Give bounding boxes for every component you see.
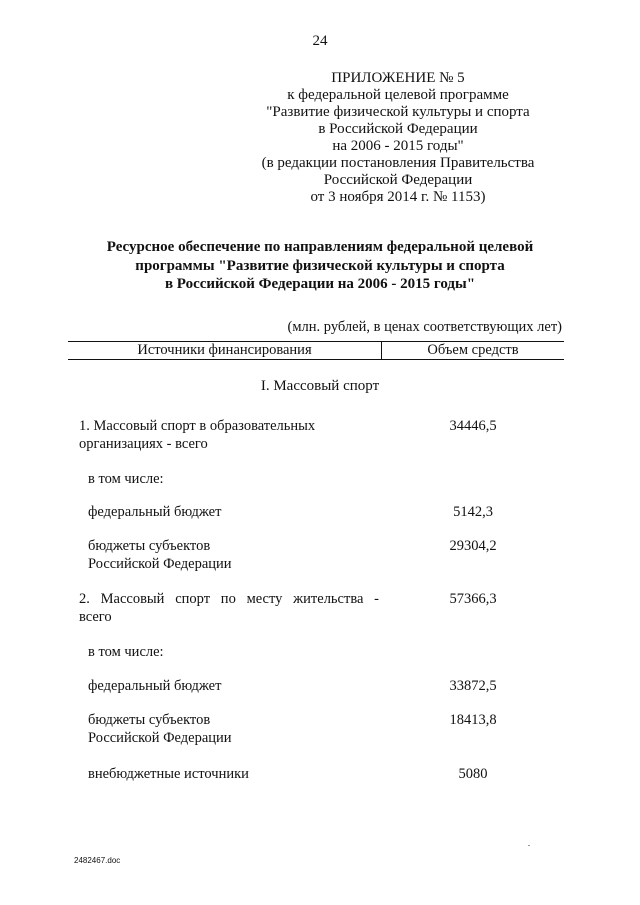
table-row-value: 34446,5 <box>449 418 497 434</box>
table-row-value: 18413,8 <box>449 712 497 728</box>
appendix-line: Российской Федерации <box>323 172 473 188</box>
footer-document-id: 2482467.doc <box>74 856 121 865</box>
table-row-label <box>88 537 388 573</box>
table-row-label <box>79 590 379 626</box>
row-label-line: федеральный бюджет <box>88 678 222 694</box>
table-row-value: 29304,2 <box>449 538 497 554</box>
row-label-line: Российской Федерации <box>88 556 232 572</box>
row-label-line: 2. Массовый спорт по месту жительства - <box>79 591 379 607</box>
appendix-line: от 3 ноября 2014 г. № 1153) <box>310 189 486 205</box>
appendix-line: (в редакции постановления Правительства <box>261 155 535 171</box>
title-line: программы "Развитие физической культуры и спорта <box>135 257 505 274</box>
table-row-label <box>88 503 388 521</box>
row-label-line: в том числе: <box>88 644 164 660</box>
row-label-line: организациях - всего <box>79 436 208 452</box>
table-row-label <box>88 470 388 488</box>
table-row-value: 57366,3 <box>449 591 497 607</box>
appendix-line: в Российской Федерации <box>318 121 478 137</box>
row-label-line: внебюджетные источники <box>88 766 249 782</box>
table-row-label <box>88 765 388 783</box>
column-header-volume: Объем средств <box>427 342 519 358</box>
row-label-line: всего <box>79 609 112 625</box>
table-row-value: 5080 <box>458 766 488 782</box>
table-row-label <box>88 643 388 661</box>
table-row-label <box>88 711 388 747</box>
appendix-line: к федеральной целевой программе <box>287 87 509 103</box>
units-note: (млн. рублей, в ценах соответствующих лет) <box>287 319 562 335</box>
page-number: 24 <box>312 33 328 49</box>
table-row-label <box>88 677 388 695</box>
appendix-line: на 2006 - 2015 годы" <box>332 138 464 154</box>
row-label-line: федеральный бюджет <box>88 504 222 520</box>
table-row-value: 5142,3 <box>453 504 493 520</box>
column-header-sources: Источники финансирования <box>137 342 312 358</box>
row-label-line: 1. Массовый спорт в образовательных <box>79 418 316 434</box>
row-label-line: Российской Федерации <box>88 730 232 746</box>
title-line: Ресурсное обеспечение по направлениям федеральной целевой <box>106 239 534 255</box>
document-title <box>60 238 580 294</box>
row-label-line: бюджеты субъектов <box>88 538 211 554</box>
table-row-label <box>79 417 379 453</box>
row-label-line: бюджеты субъектов <box>88 712 211 728</box>
scan-speck <box>528 845 530 846</box>
appendix-block <box>240 70 556 206</box>
appendix-line: "Развитие физической культуры и спорта <box>266 104 530 120</box>
title-line: в Российской Федерации на 2006 - 2015 годы" <box>164 276 476 292</box>
section-title: I. Массовый спорт <box>260 378 380 394</box>
table-row-value: 33872,5 <box>449 678 497 694</box>
table-header-bottom-rule <box>68 359 564 360</box>
row-label-line: в том числе: <box>88 471 164 487</box>
appendix-line: ПРИЛОЖЕНИЕ № 5 <box>331 70 465 86</box>
